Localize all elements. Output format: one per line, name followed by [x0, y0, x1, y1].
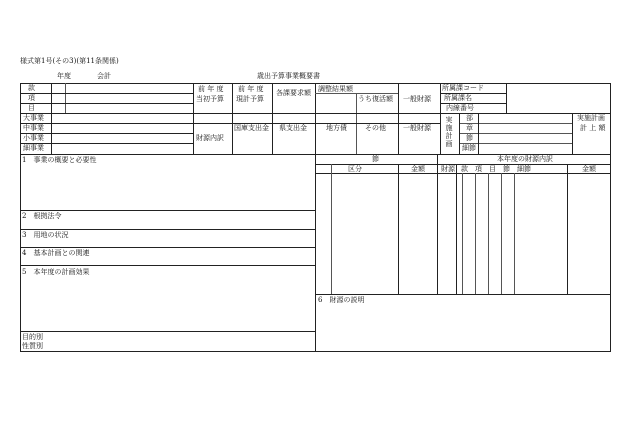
code-kou: 項 [28, 94, 35, 102]
project-detail: 細事業 [23, 144, 44, 152]
divider [572, 113, 573, 154]
plan-amount-label-1: 実施計画 [577, 114, 605, 122]
plan-row-bu: 部 [466, 114, 473, 122]
divider [475, 173, 476, 294]
divider [20, 331, 315, 332]
funding-items-header: 款 項 目 節 細節 [461, 165, 531, 173]
project-large: 大事業 [23, 114, 44, 122]
divider [232, 83, 233, 154]
section-5-heading: 5 本年度の計画効果 [22, 268, 90, 276]
section-2-heading: 2 根拠法令 [22, 212, 62, 220]
divider [331, 164, 332, 294]
prefectural-label: 県支出金 [279, 124, 307, 132]
divider [459, 133, 572, 134]
divider [398, 164, 399, 294]
divider [456, 164, 457, 294]
divider [567, 164, 568, 294]
general-funds-label: 一般財源 [403, 95, 431, 103]
funding-amount-header: 金額 [582, 165, 596, 173]
setsu-header: 節 [372, 155, 379, 163]
dept-name-label: 所属課名 [444, 94, 472, 102]
divider [506, 83, 507, 113]
general-label: 一般財源 [403, 124, 431, 132]
code-moku: 目 [28, 104, 35, 112]
dept-request-label: 各課要求額 [276, 89, 311, 97]
restoration-label: うち復活額 [358, 95, 393, 103]
divider [20, 133, 193, 134]
section-4-heading: 4 基本計画との関連 [22, 249, 90, 257]
divider [20, 229, 315, 230]
account-label: 会計 [97, 72, 111, 80]
funding-table-header: 本年度の財源内訳 [497, 155, 553, 163]
setsu-amount-header: 金額 [411, 165, 425, 173]
divider [193, 113, 440, 114]
project-small: 小事業 [23, 134, 44, 142]
plan-row-saisetsu: 細節 [462, 144, 476, 152]
code-kan: 款 [28, 84, 35, 92]
dept-code-label: 所属課コード [442, 84, 484, 92]
divider [20, 113, 193, 114]
plan-row-setsu: 節 [466, 134, 473, 142]
year-label: 年度 [57, 72, 71, 80]
funding-source-header: 財源 [441, 165, 455, 173]
divider [65, 83, 66, 113]
divider [315, 154, 316, 352]
divider [459, 123, 572, 124]
divider [20, 210, 315, 211]
divider [398, 83, 399, 154]
divider [193, 83, 194, 154]
divider [437, 154, 438, 294]
section-1-heading: 1 事業の概要と必要性 [22, 156, 97, 164]
form-id: 様式第1号(その3)(第11条関係) [20, 57, 119, 65]
adjusted-label: 調整結果額 [318, 85, 353, 93]
national-label: 国庫支出金 [234, 124, 269, 132]
divider [478, 113, 479, 154]
prev-current-label-1: 前 年 度 [238, 85, 264, 93]
section-3-heading: 3 用地の状況 [22, 231, 69, 239]
divider [272, 83, 273, 154]
document-title: 歳出予算事業概要書 [257, 72, 320, 80]
divider [514, 173, 515, 294]
plan-amount-label-2: 計 上 額 [580, 124, 606, 132]
project-medium: 中事業 [23, 124, 44, 132]
divider [488, 173, 489, 294]
plan-vertical-label: 実施計画 [445, 116, 453, 148]
divider [315, 294, 611, 295]
divider [501, 173, 502, 294]
divider [20, 123, 193, 124]
divider [459, 113, 460, 154]
divider [20, 143, 193, 144]
setsu-category-header: 区分 [348, 165, 362, 173]
prev-current-label-2: 現計予算 [236, 95, 264, 103]
divider [20, 247, 315, 248]
purpose-label: 目的別 [22, 333, 43, 341]
divider [20, 93, 193, 94]
local-bonds-label: 地方債 [326, 124, 347, 132]
divider [20, 265, 315, 266]
divider [20, 103, 193, 104]
plan-row-shou: 章 [466, 124, 473, 132]
internal-no-label: 内線番号 [446, 104, 474, 112]
divider [462, 173, 463, 294]
other-label: その他 [365, 124, 386, 132]
funding-breakdown-label: 財源内訳 [196, 134, 224, 142]
prev-initial-label-2: 当初予算 [196, 95, 224, 103]
prev-initial-label-1: 前 年 度 [198, 85, 224, 93]
nature-label: 性質別 [22, 342, 43, 350]
section-6-heading: 6 財源の説明 [318, 296, 365, 304]
